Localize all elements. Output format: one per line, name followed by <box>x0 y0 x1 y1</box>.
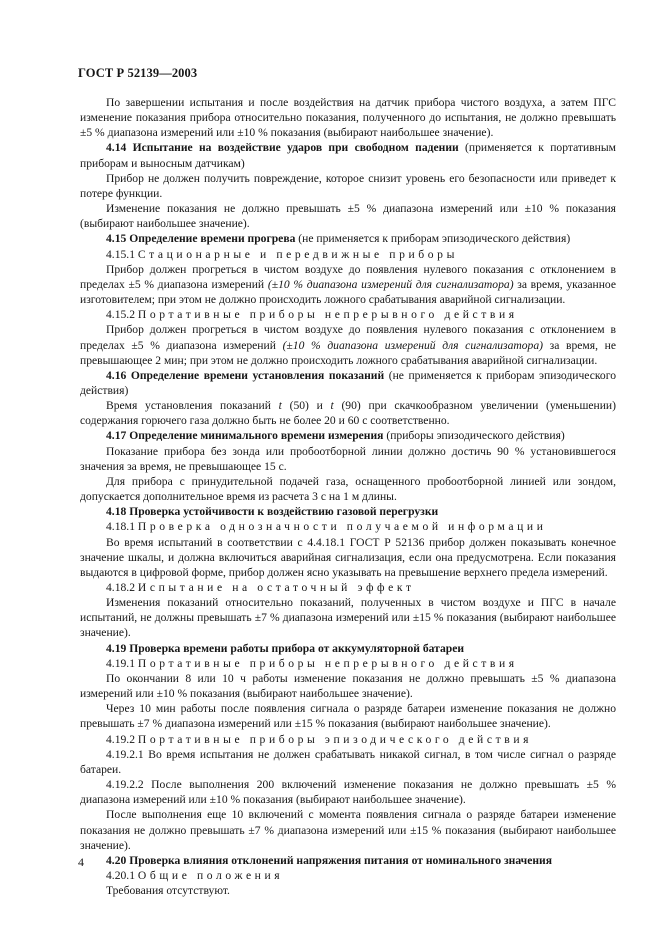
text-run: за время, не превышающее 2 мин; при этом не должно происходить ложного срабатывания аварийной сигнализации. <box>80 338 616 367</box>
subsection-title: Испытание на остаточный эффект <box>137 581 415 594</box>
section-heading: 4.17 Определение минимального времени измерения <box>106 429 384 443</box>
subsection-4-18-2 <box>80 580 616 595</box>
page-number: 4 <box>78 855 84 869</box>
section-heading: 4.14 Испытание на воздействие ударов при свободном падении <box>106 141 459 155</box>
paragraph: 4.19.2.2 После выполнения 200 включений изменение показания не должно превышать ±5 % диапазона измерений или ±10 % показания (выбирают наибольшее значение). <box>80 778 616 807</box>
section-heading: 4.15 Определение времени прогрева <box>106 232 296 246</box>
paragraph: Требования отсутствуют. <box>106 884 230 898</box>
section-4-17 <box>80 428 616 443</box>
section-heading-note: (не применяется к приборам эпизодического действия) <box>80 368 616 397</box>
italic-run: (±10 % диапазона измерений для сигнализатора) <box>267 277 514 291</box>
paragraph: Через 10 мин работы после появления сигнала о разряде батареи изменение показания не должно превышать ±7 % диапазона измерений или ±15 % показания (выбирают наибольшее значение). <box>80 702 616 731</box>
section-4-16 <box>80 368 616 398</box>
section-heading-note: (приборы эпизодического действия) <box>383 429 565 443</box>
section-4-15 <box>80 231 616 246</box>
paragraph <box>80 262 616 307</box>
paragraph: По завершении испытания и после воздействия на датчик прибора чистого воздуха, а затем ПГС изменение показания прибора относительно показания, полученного до испытания, не должно превышать ±5 % диапазона измерений или ±10 % показания (выбирают наибольшее значение). <box>80 96 616 140</box>
section-4-19 <box>80 641 616 656</box>
paragraph: Изменения показаний относительно показаний, полученных в чистом воздухе и ПГС в начале испытаний, не должны превышать ±7 % диапазона измерений или ±15 % показания (выбирают наибольшее значение). <box>80 596 616 640</box>
subsection-number: 4.15.1 <box>106 247 138 261</box>
section-4-20 <box>80 853 616 868</box>
document-body <box>80 95 616 898</box>
subsection-4-15-1 <box>80 247 616 262</box>
italic-run: (±10 % диапазона измерений для сигнализатора) <box>282 338 543 352</box>
subsection-4-19-1 <box>80 656 616 671</box>
subsection-number: 4.18.1 <box>106 520 138 534</box>
text-run: Время установления показаний <box>106 399 279 413</box>
subsection-4-15-2 <box>80 307 616 322</box>
paragraph: Во время испытаний в соответствии с 4.4.18.1 ГОСТ Р 52136 прибор должен показывать конечное значение шкалы, и должна включиться аварийная сигнализация, если она предусмотрена. Если показания выдаются в цифровой форме, прибор должен ясно указывать на превышение верхнего предела измерений. <box>80 535 616 579</box>
section-4-14 <box>80 140 616 170</box>
paragraph: 4.19.2.1 Во время испытания не должен срабатывать никакой сигнал, в том числе сигнал о разряде батареи. <box>80 747 616 776</box>
section-heading-note: (не применяется к приборам эпизодического действия) <box>295 232 571 246</box>
text-run: за время, указанное изготовителем; при этом не должно происходить ложного срабатывания аварийной сигнализации. <box>80 277 616 307</box>
subsection-title: Портативные приборы эпизодического действия <box>137 732 533 746</box>
subsection-number: 4.19.1 <box>106 656 138 670</box>
subsection-number: 4.15.2 <box>106 308 138 322</box>
subsection-4-18-1 <box>80 519 616 534</box>
paragraph: Прибор не должен получить повреждение, которое снизит уровень его безопасности или приведет к потере функции. <box>80 171 616 200</box>
subsection-4-19-2 <box>80 732 616 747</box>
subsection-4-20-1 <box>80 868 616 883</box>
subsection-title: Портативные приборы непрерывного действия <box>137 308 518 322</box>
paragraph <box>80 398 616 428</box>
subsection-title: Общие положения <box>137 868 284 882</box>
italic-run: t <box>330 399 334 413</box>
paragraph: Изменение показания не должно превышать ±5 % диапазона измерений или ±10 % показания (выбирают наибольшее значение). <box>80 202 616 231</box>
section-heading: 4.19 Проверка времени работы прибора от аккумуляторной батареи <box>106 641 465 655</box>
subsection-number: 4.20.1 <box>106 868 138 882</box>
section-4-18 <box>80 504 616 519</box>
subsection-number: 4.19.2 <box>106 732 138 746</box>
section-heading: 4.20 Проверка влияния отклонений напряжения питания от номинального значения <box>106 853 552 867</box>
text-run: Прибор должен прогреться в чистом воздухе до появления нулевого показания с отклонением в пределах ±5 % диапазона измерений <box>80 323 616 352</box>
text-run: Прибор должен прогреться в чистом воздухе до появления нулевого показания с отклонением в пределах ±5 % диапазона измерений <box>80 262 616 291</box>
subsection-number: 4.18.2 <box>106 581 138 594</box>
paragraph: Показание прибора без зонда или пробоотборной линии должно достичь 90 % установившегося значения за время, не превышающее 15 с. <box>80 444 616 473</box>
subsection-title: Стационарные и передвижные приборы <box>137 247 458 261</box>
text-run: (90) при скачкообразном увеличении (уменьшении) содержания горючего газа должно быть не более 20 и 60 с соответственно. <box>80 399 616 428</box>
subsection-title: Портативные приборы непрерывного действия <box>137 656 518 670</box>
paragraph <box>80 322 616 367</box>
paragraph: Для прибора с принудительной подачей газа, оснащенного пробоотборной линией или зондом, допускается дополнительное время из расчета 3 с на 1 м длины. <box>80 474 616 504</box>
page-header: ГОСТ Р 52139—2003 <box>78 66 198 80</box>
section-heading: 4.18 Проверка устойчивости к воздействию газовой перегрузки <box>106 505 439 519</box>
paragraph: По окончании 8 или 10 ч работы изменение показания не должно превышать ±5 % диапазона измерений или ±10 % показания (выбирают наибольшее значение). <box>80 671 616 701</box>
section-heading: 4.16 Определение времени установления показаний <box>106 368 385 382</box>
paragraph: После выполнения еще 10 включений с момента появления сигнала о разряде батареи изменение показания не должно превышать ±7 % диапазона измерений или ±15 % показания (выбирают наибольшее значение). <box>80 808 616 852</box>
italic-run: t <box>278 399 282 413</box>
text-run: (50) и <box>281 399 331 413</box>
section-heading-note: (применяется к портативным приборам и выносным датчикам) <box>80 141 616 170</box>
subsection-title: Проверка однозначности получаемой информации <box>137 520 547 534</box>
